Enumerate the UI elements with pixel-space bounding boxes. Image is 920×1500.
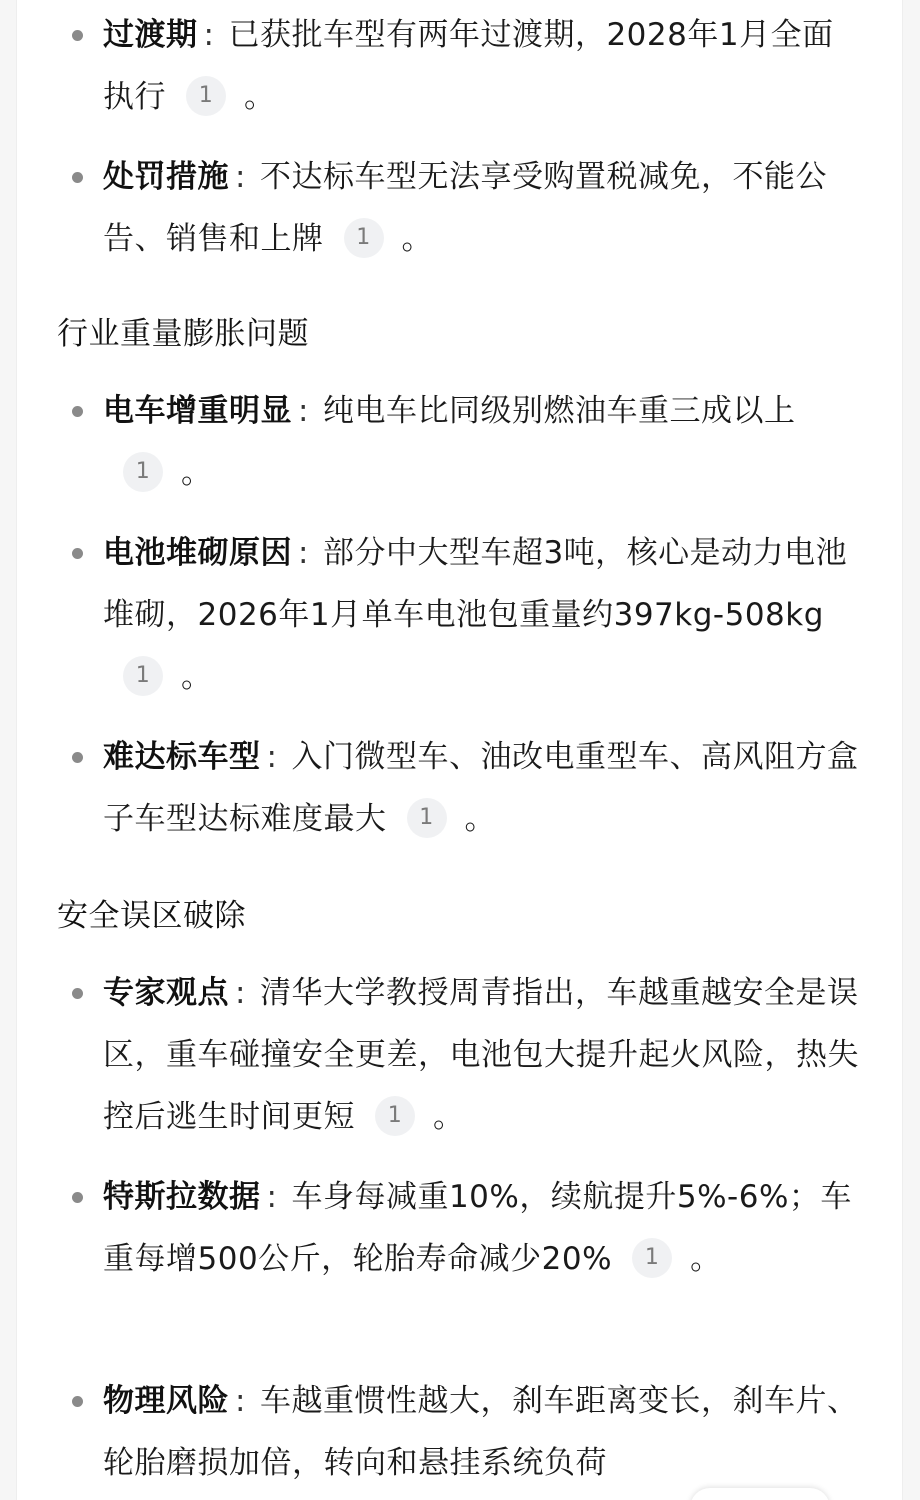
citation-badge[interactable]: 1 xyxy=(186,76,226,116)
item-text: 纯电车比同级别燃油车重三成以上 xyxy=(322,393,796,429)
item-colon: : xyxy=(203,17,215,53)
list-item xyxy=(103,380,863,504)
list-item xyxy=(103,1166,863,1290)
bullet-dot xyxy=(72,988,83,999)
bullet-dot xyxy=(72,1396,83,1407)
bullet-dot xyxy=(72,1192,83,1203)
bullet-dot xyxy=(72,30,83,41)
section-heading: 安全误区破除 xyxy=(57,898,246,934)
bullet-dot xyxy=(72,406,83,417)
item-text: 入门微型车、油改电重型车、高风阻方盒子车型达标难度最大 xyxy=(103,739,859,837)
item-end: 。 xyxy=(690,1241,722,1277)
floating-action-button[interactable] xyxy=(690,1488,830,1500)
citation-badge[interactable]: 1 xyxy=(123,656,163,696)
item-end: 。 xyxy=(181,659,213,695)
item-term: 难达标车型 xyxy=(103,739,261,775)
list-item xyxy=(103,1370,863,1494)
citation-badge[interactable]: 1 xyxy=(344,218,384,258)
item-term: 电池堆砌原因 xyxy=(103,535,292,571)
item-end: 。 xyxy=(401,221,433,257)
item-text: 清华大学教授周青指出，车越重越安全是误区，重车碰撞安全更差，电池包大提升起火风险，热失控后逃生时间更短 xyxy=(103,975,859,1135)
citation-badge[interactable]: 1 xyxy=(632,1238,672,1278)
list-item xyxy=(103,146,863,270)
item-end: 。 xyxy=(181,455,213,491)
item-text: 部分中大型车超3吨，核心是动力电池堆砌，2026年1月单车电池包重量约397kg-508kg xyxy=(103,535,848,633)
item-end: 。 xyxy=(464,801,496,837)
item-end: 。 xyxy=(433,1099,465,1135)
item-term: 电车增重明显 xyxy=(103,393,292,429)
item-term: 特斯拉数据 xyxy=(103,1179,261,1215)
item-term: 专家观点 xyxy=(103,975,229,1011)
item-text: 不达标车型无法享受购置税减免，不能公告、销售和上牌 xyxy=(103,159,827,257)
item-text: 车越重惯性越大，刹车距离变长，刹车片、轮胎磨损加倍，转向和悬挂系统负荷 xyxy=(103,1383,859,1481)
bullet-dot xyxy=(72,172,83,183)
item-colon: : xyxy=(298,535,309,571)
item-term: 过渡期 xyxy=(103,17,198,53)
list-item xyxy=(103,726,863,850)
citation-badge[interactable]: 1 xyxy=(123,452,163,492)
list-item xyxy=(103,522,863,708)
item-colon: : xyxy=(266,1179,278,1215)
item-colon: : xyxy=(235,975,246,1011)
list-item xyxy=(103,4,863,128)
item-text: 已获批车型有两年过渡期，2028年1月全面执行 xyxy=(103,17,834,115)
citation-badge[interactable]: 1 xyxy=(407,798,447,838)
right-margin xyxy=(903,0,920,1500)
section-heading: 行业重量膨胀问题 xyxy=(57,316,309,352)
item-end: 。 xyxy=(244,79,276,115)
bullet-dot xyxy=(72,752,83,763)
item-term: 处罚措施 xyxy=(103,159,229,195)
item-colon: : xyxy=(235,1383,246,1419)
left-margin xyxy=(0,0,17,1500)
item-colon: : xyxy=(235,159,246,195)
item-colon: : xyxy=(298,393,309,429)
item-colon: : xyxy=(266,739,278,775)
citation-badge[interactable]: 1 xyxy=(375,1096,415,1136)
item-text: 车身每减重10%，续航提升5%-6%；车重每增500公斤，轮胎寿命减少20% xyxy=(103,1179,852,1277)
bullet-dot xyxy=(72,548,83,559)
item-term: 物理风险 xyxy=(103,1383,229,1419)
list-item xyxy=(103,962,863,1148)
